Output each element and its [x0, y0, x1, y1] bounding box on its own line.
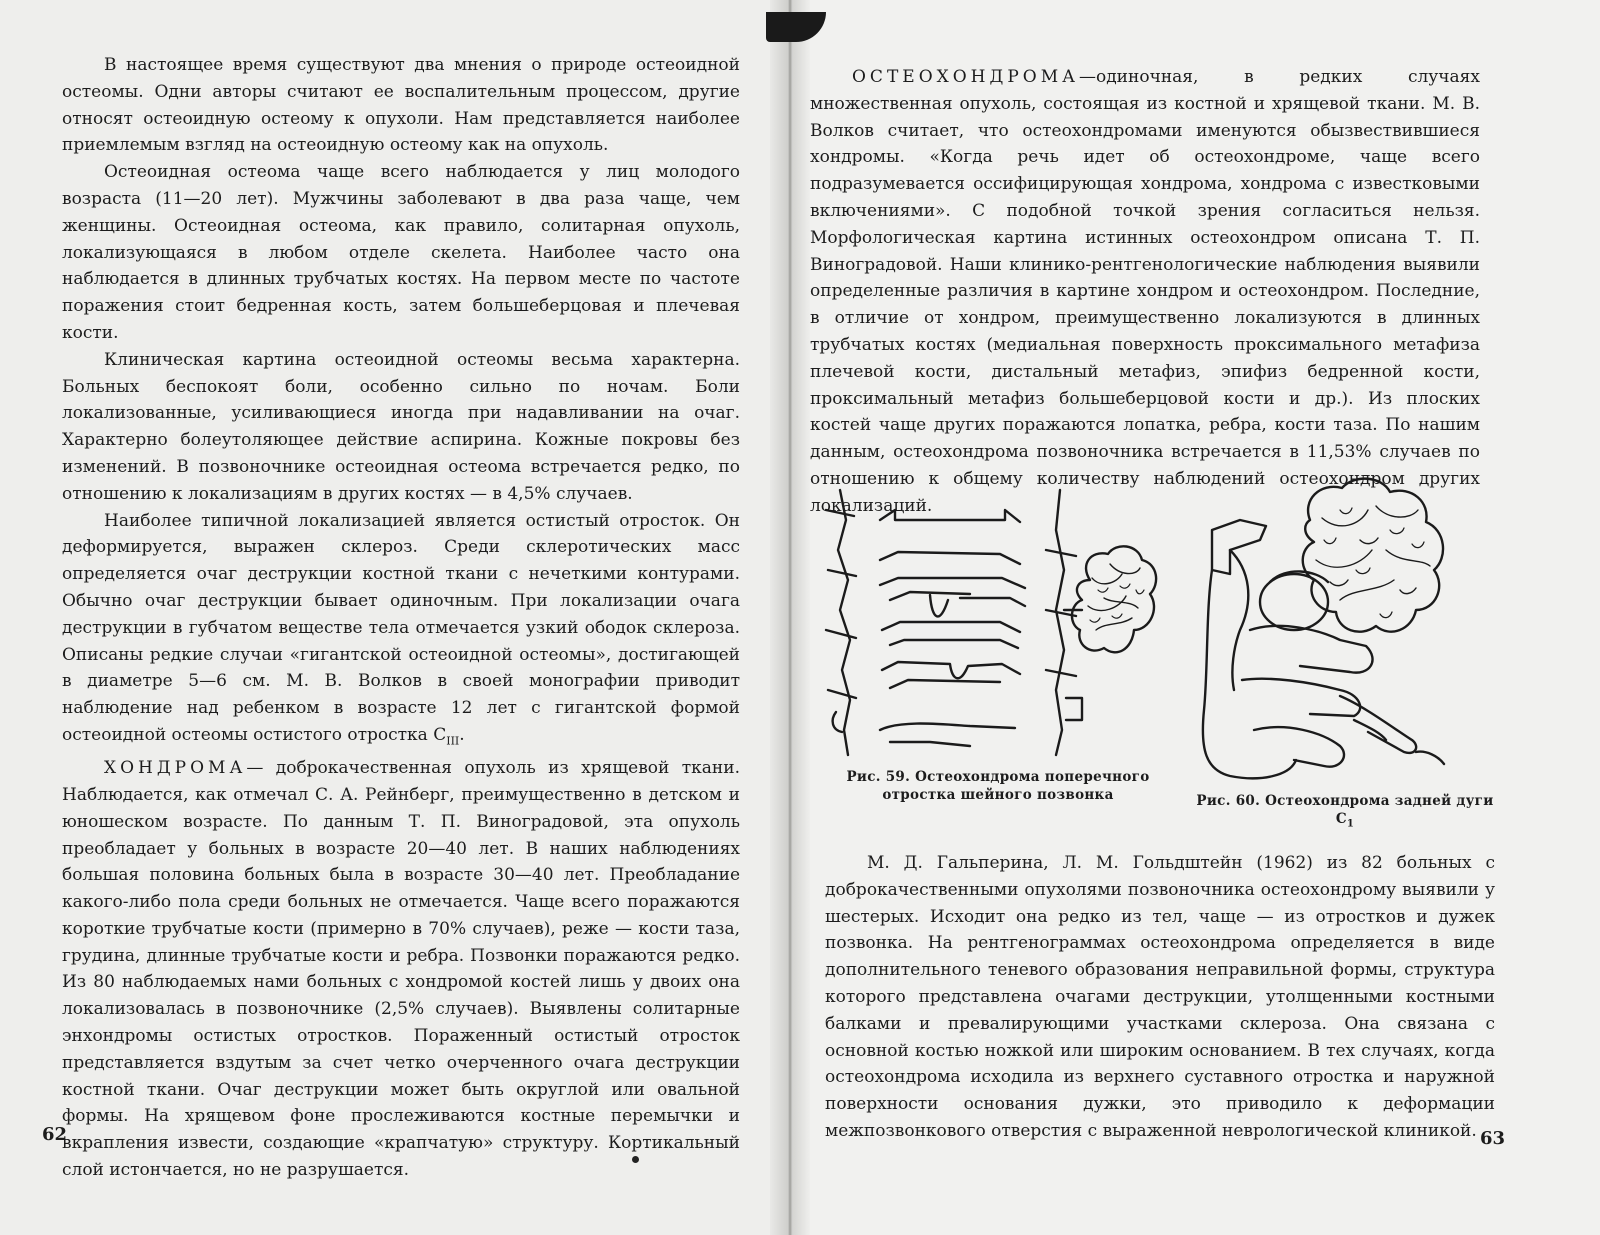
- paragraph-osteoid-localization: Наиболее типичной локализацией является остистый отросток. Он деформируется, выражен склероз. Среди склеротических масс определяется очаг деструкции костной ткани с нечеткими контурами. Обычно очаг деструкции бывает одиночным. При локализации очага деструкции в губчатом веществе тела отмечается узкий ободок склероза. Описаны редкие случаи «гигантской остеоидной остеомы», достигающей в диаметре 5—6 см. М. В. Волков в своей монографии приводит наблюдение над ребенком в возрасте 12 лет с гигантской формой остеоидной остеомы остистого отростка $C_{III}$.: [62, 510, 740, 748]
- chondroma-term: ХОНДРОМА: [104, 758, 247, 779]
- paragraph-osteoid-age: Остеоидная остеома чаще всего наблюдается у лиц молодого возраста (11—20 лет). Мужчины заболевают в два раза чаще, чем женщины. Остеоидная остеома, как правило, солитарная опухоль, локализующаяся в любом отделе скелета. Наиболее часто она наблюдается в длинных трубчатых костях. На первом месте по частоте поражения стоит бедренная кость, затем большеберцовая и плечевая кости.: [62, 162, 740, 343]
- osteochondroma-term: ОСТЕОХОНДРОМА: [852, 67, 1079, 87]
- paragraph-galperina: М. Д. Гальперина, Л. М. Гольдштейн (1962) из 82 больных с доброкачественными опухолями позвоночника остеохондрому выявили у шестерых. Исходит она редко из тел, чаще — из отростков и дужек позвонка. На рентгенограммах остеохондрома определяется в виде дополнительного теневого образования неправильной формы, структура которого представлена очагами деструкции, утолщенными костными балками и превалирующими участками склероза. Она связана с основной костью ножкой или широким основанием. В тех случаях, когда остеохондрома исходила из верхнего суставного отростка и наружной поверхности основания дужки, это приводило к деформации межпозвонкового отверстия с выраженной неврологической клиникой.: [825, 853, 1495, 1141]
- paragraph-osteoid-clinic: Клиническая картина остеоидной остеомы весьма характерна. Больных беспокоят боли, особенно сильно по ночам. Боли локализованные, усиливающиеся иногда при надавливании на очаг. Характерно болеутоляющее действие аспирина. Кожные покровы без изменений. В позвоночнике остеоидная остеома встречается редко, по отношению к локализациям в других костях — в 4,5% случаев.: [62, 349, 740, 504]
- figure-60-caption: [1190, 792, 1500, 834]
- page-number-right: 63: [1480, 1128, 1506, 1149]
- osteochondroma-text: —одиночная, в редких случаях множественная опухоль, состоящая из костной и хрящевой ткани. М. В. Волков считает, что остеохондромами именуются обызвествившиеся хондромы. «Когда речь идет об остеохондроме, чаще всего подразумевается оссифицирующая хондрома, хондрома с известковыми включениями». С подобной точкой зрения согласиться нельзя. Морфологическая картина истинных остеохондром описана Т. П. Виноградовой. Наши клинико-рентгенологические наблюдения выявили определенные различия в картине хондром и остеохондром. Последние, в отличие от хондром, преимущественно локализуются в длинных трубчатых костях (медиальная поверхность проксимального метафиза плечевой кости, дистальный метафиз, эпифиз бедренной кости, проксимальный метафиз большеберцовой кости и др.). Из плоских костей чаще других поражаются лопатка, ребра, кости таза. По нашим данным, остеохондрома позвоночника встречается в 11,53% случаев по отношению к общему количеству наблюдений остеохондром других локализаций.: [810, 67, 1480, 516]
- osteoid-localization-text: Наиболее типичной локализацией является остистый отросток. Он деформируется, выражен склероз. Среди склеротических масс определяется очаг деструкции костной ткани с нечеткими контурами. Обычно очаг деструкции бывает одиночным. При локализации очага деструкции в губчатом веществе тела отмечается узкий ободок склероза. Описаны редкие случаи «гигантской остеоидной остеомы», достигающей в диаметре 5—6 см. М. В. Волков в своей монографии приводит наблюдение над ребенком в возрасте 12 лет с гигантской формой остеоидной остеомы остистого отростка C: [62, 510, 740, 745]
- right-page-bottom-text: [825, 850, 1495, 1145]
- chondroma-text: — доброкачественная опухоль из хрящевой ткани. Наблюдается, как отмечал С. А. Рейнберг, преимущественно в детском и юношеском возрасте. По данным Т. П. Виноградовой, эта опухоль преобладает у больных в возрасте 20—40 лет. В наших наблюдениях большая половина больных была в возрасте 30—40 лет. Преобладание какого-либо пола среди больных не отмечается. Чаще всего поражаются короткие трубчатые кости (примерно в 70% случаев), реже — кости таза, грудина, длинные трубчатые кости и ребра. Позвонки поражаются редко. Из 80 наблюдаемых нами больных с хондромой костей лишь у двоих она локализовалась в позвоночнике (2,5% случаев). Выявлены солитарные энхондромы остистых отростков. Пораженный остистый отросток представляется вздутым за счет четко очерченного очага деструкции костной ткани. Очаг деструкции может быть округлой или овальной формы. На хрящевом фоне прослеживаются костные перемычки и вкрапления извести, создающие «крапчатую» структуру. Кортикальный слой истончается, но не разрушается.: [62, 758, 740, 1181]
- atlas-vertebra-drawing-icon: [1190, 470, 1490, 800]
- cervical-spine-drawing-icon: [820, 480, 1180, 765]
- paragraph-osteoid-nature: В настоящее время существуют два мнения о природе остеоидной остеомы. Одни авторы считают ее воспалительным процессом, другие относят остеоидную остеому к опухоли. Нам представляется наиболее приемлемым взгляд на остеоидную остеому как на опухоль.: [62, 55, 740, 156]
- paragraph-osteochondroma: [810, 64, 1480, 520]
- page-number-left: 62: [42, 1124, 68, 1145]
- right-page-top-text: [810, 64, 1480, 520]
- figure-59: [820, 480, 1180, 765]
- print-dot: [632, 1156, 639, 1163]
- figure-60-subscript: 1: [1346, 818, 1355, 830]
- left-page-text: [62, 52, 740, 1184]
- figure-60: [1190, 470, 1490, 800]
- vertebra-subscript: III: [446, 734, 460, 748]
- figure-60-caption-text: Рис. 60. Остеохондрома задней дуги C: [1196, 793, 1494, 827]
- paragraph-chondroma: [62, 755, 740, 1184]
- book-gutter: [770, 0, 810, 1235]
- left-page: [0, 0, 790, 1235]
- figure-59-caption: Рис. 59. Остеохондрома поперечного отростка шейного позвонка: [846, 769, 1150, 803]
